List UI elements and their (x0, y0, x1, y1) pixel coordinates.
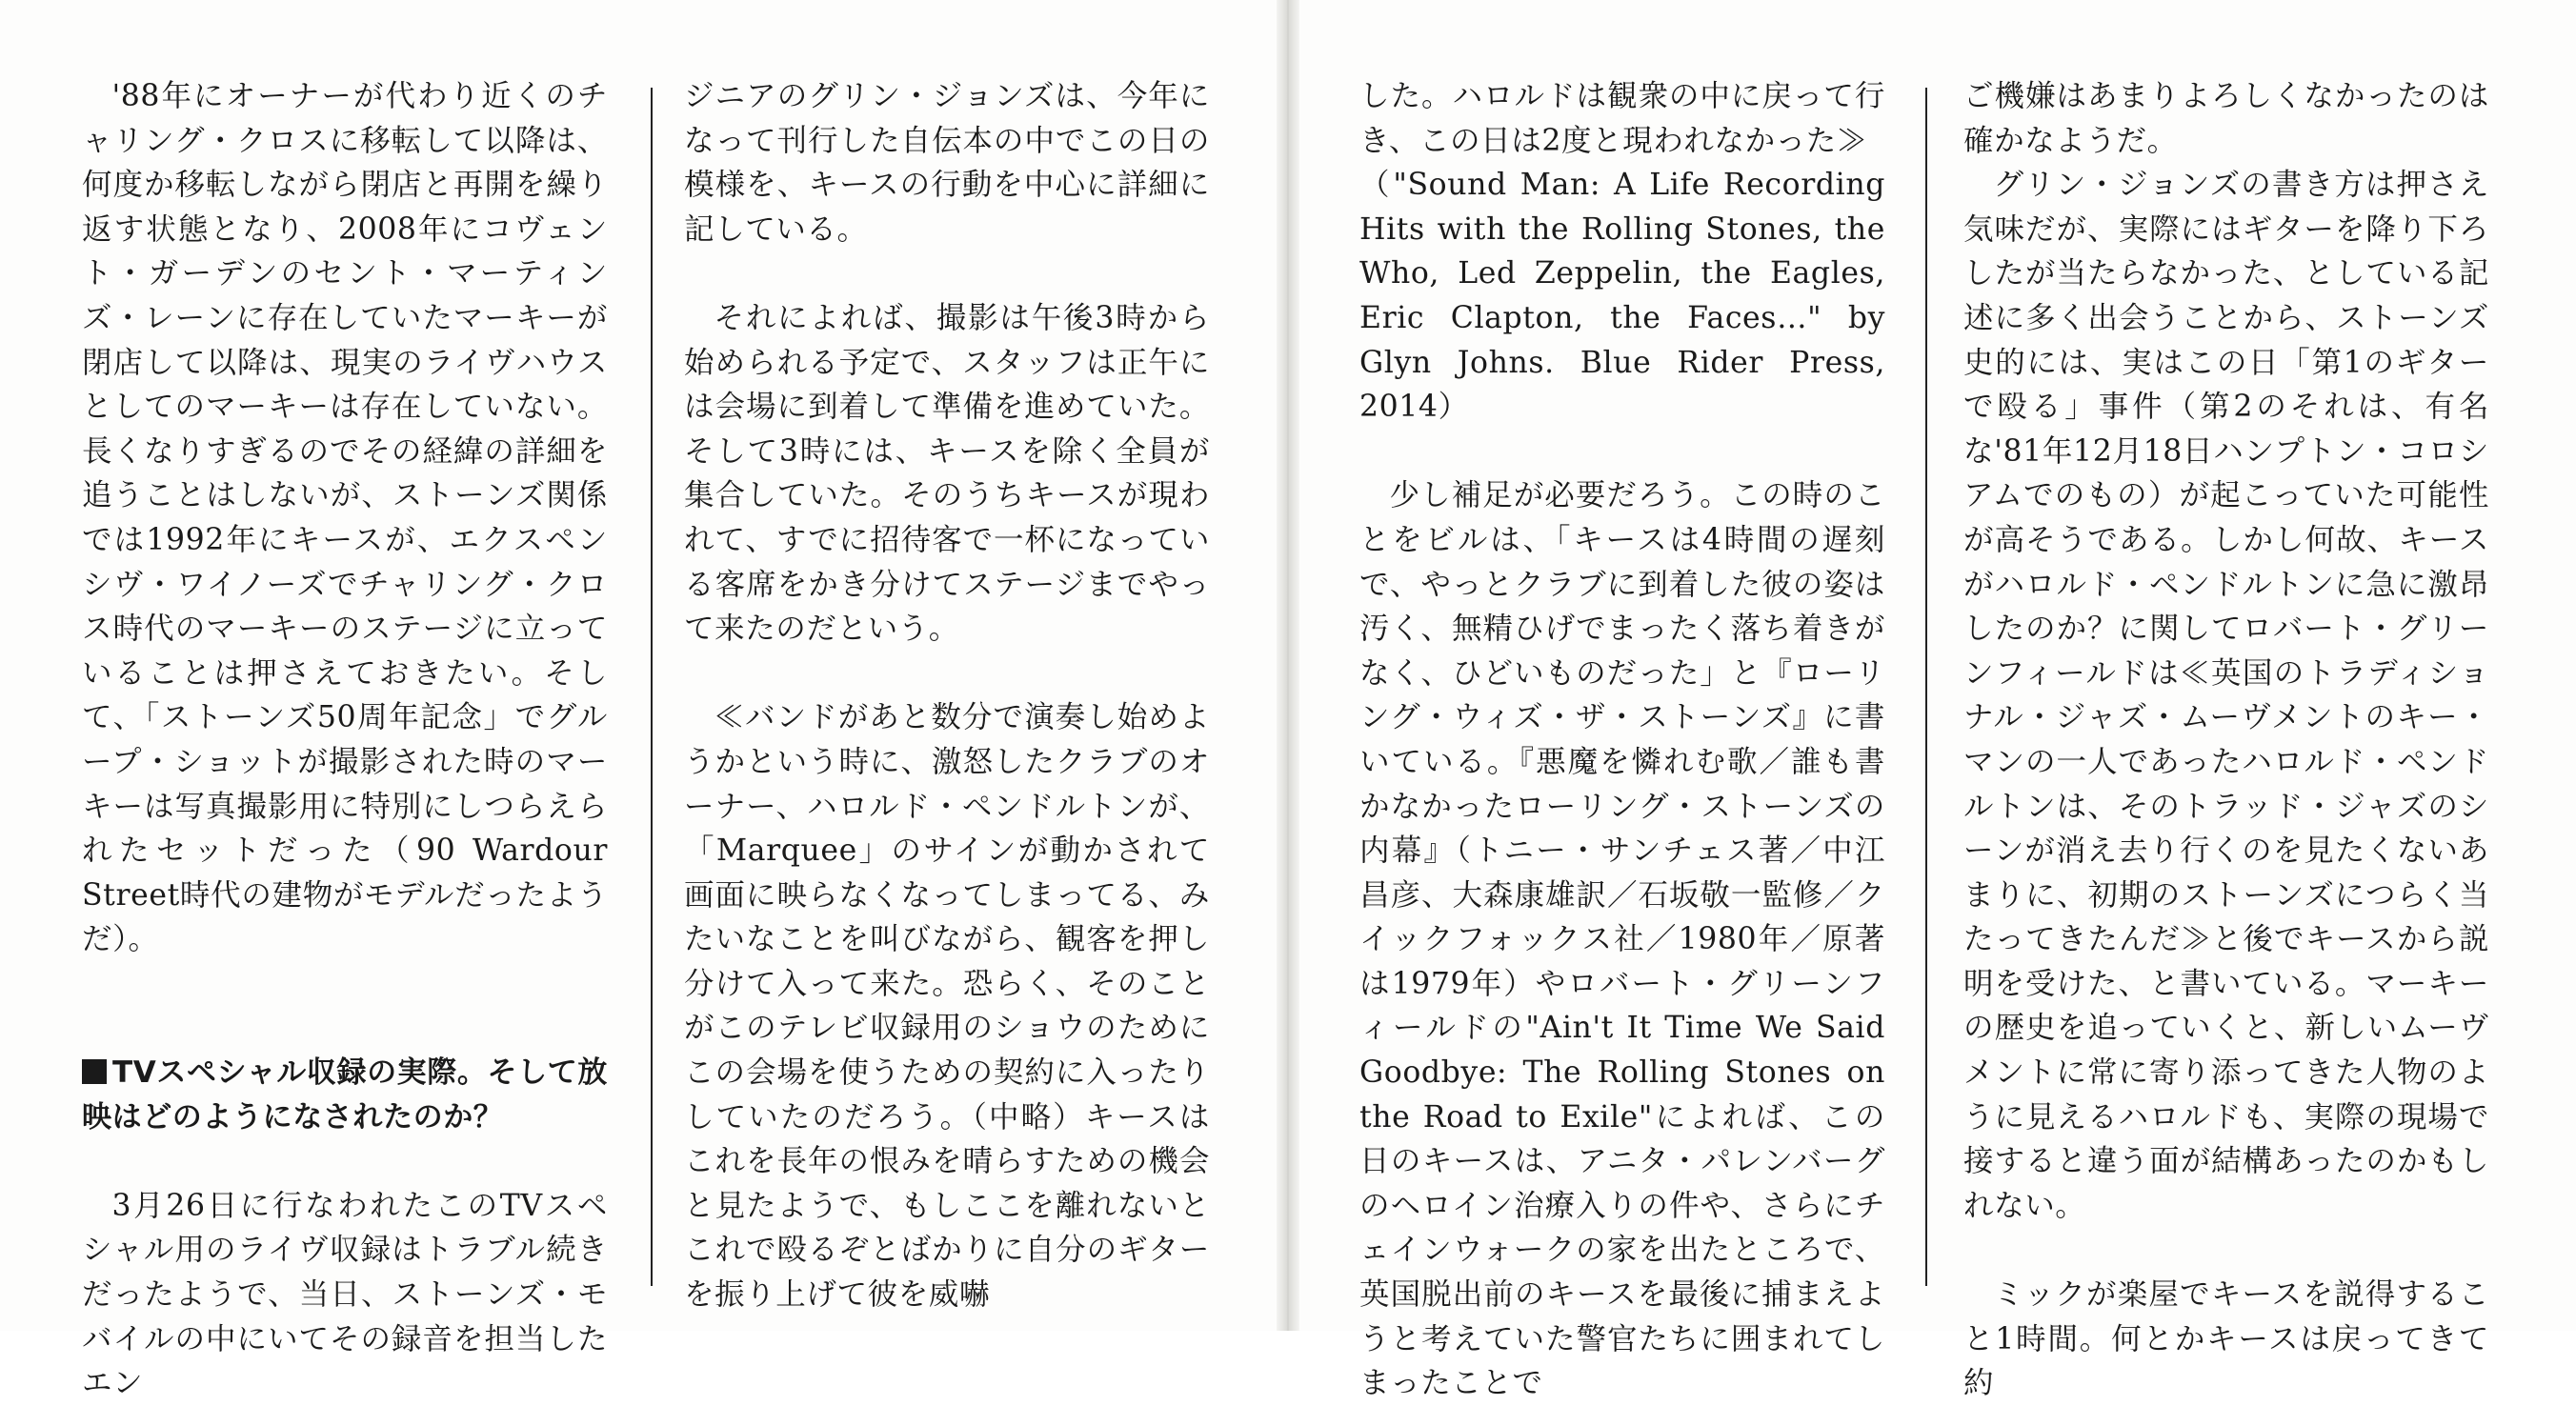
paragraph: ミックが楽屋でキースを説得すること1時間。何とかキースは戻ってきて約 (1963, 1277, 2489, 1401)
paragraph: ご機嫌はあまりよろしくなかったのは確かなようだ。 (1963, 79, 2489, 158)
column-4 (1963, 74, 2489, 1406)
quote-paragraph: した。ハロルドは観衆の中に戻って行き、この日は2度と現われなかった≫ (1359, 79, 1885, 158)
section-heading (82, 1051, 608, 1139)
column-divider (651, 88, 653, 1286)
column-divider (1925, 88, 1927, 1286)
paragraph: それによれば、撮影は午後3時から始められる予定で、スタッフは正午には会場に到着して準備を進めていた。そして3時には、キースを除く全員が集合していた。そのうちキースが現われて、すでに招待客で一杯になっている客席をかき分けてステージまでやって来たのだという。 (684, 300, 1210, 647)
paragraph: グリン・ジョンズの書き方は押さえ気味だが、実際にはギターを降り下ろしたが当たらなかった、としている記述に多く出会うことから、ストーンズ史的には、実はこの日「第1のギターで殴る」事件（第2のそれは、有名な'81年12月18日ハンプトン・コロシアムでのもの）が起こっていた可能性が高そうである。しかし何故、キースがハロルド・ペンドルトンに急に激昂したのか？に関してロバート・グリーンフィールドは≪英国のトラディショナル・ジャズ・ムーヴメントのキー・マンの一人であったハロルド・ペンドルトンは、そのトラッド・ジャズのシーンが消え去り行くのを見たくないあまりに、初期のストーンズにつらく当たってきたんだ≫と後でキースから説明を受けた、と書いている。マーキーの歴史を追っていくと、新しいムーヴメントに常に寄り添ってきた人物のように見えるハロルドも、実際の現場で接すると違う面が結構あったのかもしれない。 (1963, 168, 2489, 1223)
column-2 (684, 74, 1210, 1317)
column-3 (1359, 74, 1885, 1406)
paragraph: 3月26日に行なわれたこのTVスペシャル用のライヴ収録はトラブル続きだったようで、当日、ストーンズ・モバイルの中にいてその録音を担当したエン (82, 1188, 608, 1401)
section-heading-text: TVスペシャル収録の実際。そして放映はどのようになされたのか？ (82, 1055, 608, 1135)
paragraph: ジニアのグリン・ジョンズは、今年になって刊行した自伝本の中でこの日の模様を、キースの行動を中心に詳細に記している。 (684, 79, 1210, 247)
column-1 (82, 74, 608, 1406)
paragraph: 少し補足が必要だろう。この時のことをビルは、「キースは4時間の遅刻で、やっとクラブに到着した彼の姿は汚く、無精ひげでまったく落ち着きがなく、ひどいものだった」と『ローリング・ウィズ・ザ・ストーンズ』に書いている。『悪魔を憐れむ歌／誰も書かなかったローリング・ストーンズの内幕』（トニー・サンチェス著／中江昌彦、大森康雄訳／石坂敬一監修／クイックフォックス社／1980年／原著は1979年）やロバート・グリーンフィールドの"Ain't It Time We Said Goodbye: The Rolling Stones on the Road to Exile"によれば、この日のキースは、アニタ・パレンバーグのヘロイン治療入りの件や、さらにチェインウォークの家を出たところで、英国脱出前のキースを最後に捕まえようと考えていた警官たちに囲まれてしまったことで (1359, 478, 1885, 1401)
book-gutter (1277, 0, 1299, 1331)
paragraph: '88年にオーナーが代わり近くのチャリング・クロスに移転して以降は、何度か移転しながら閉店と再開を繰り返す状態となり、2008年にコヴェント・ガーデンのセント・マーティンズ・レーンに存在していたマーキーが閉店して以降は、現実のライヴハウスとしてのマーキーは存在していない。長くなりすぎるのでその経緯の詳細を追うことはしないが、ストーンズ関係では1992年にキースが、エクスペンシヴ・ワイノーズでチャリング・クロス時代のマーキーのステージに立っていることは押さえておきたい。そして、「ストーンズ50周年記念」でグループ・ショットが撮影された時のマーキーは写真撮影用に特別にしつらえられたセットだった（90 Wardour Street時代の建物がモデルだったようだ）。 (82, 79, 608, 957)
book-reference: （"Sound Man: A Life Recording Hits with the Rolling Stones, the Who, Led Zeppelin, the Eagles, Eric Clapton, the Faces…" by Glyn Johns. Blue Rider Press, 2014） (1359, 168, 1885, 425)
quote-paragraph: ≪バンドがあと数分で演奏し始めようかという時に、激怒したクラブのオーナー、ハロルド・ペンドルトンが、「Marquee」のサインが動かされて画面に映らなくなってしまってる、みたいなことを叫びながら、観客を押し分けて入って来た。恐らく、そのことがこのテレビ収録用のショウのためにこの会場を使うための契約に入ったりしていたのだろう。（中略）キースはこれを長年の恨みを晴らすための機会と見たようで、もしここを離れないとこれで殴るぞとばかりに自分のギターを振り上げて彼を威嚇 (684, 700, 1210, 1313)
square-marker-icon (82, 1059, 107, 1084)
